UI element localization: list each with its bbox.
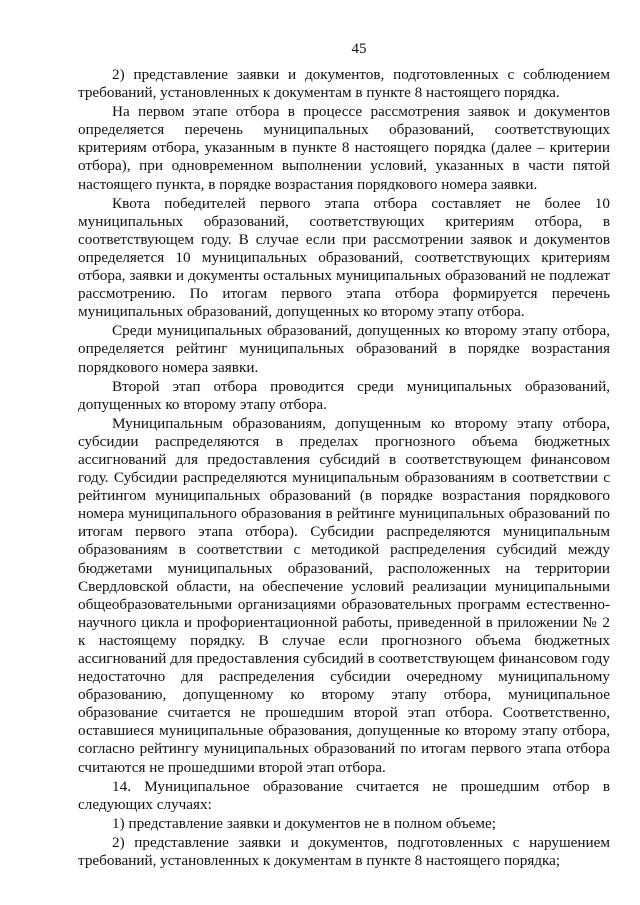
paragraph-first-stage: На первом этапе отбора в процессе рассмотрения заявок и документов определяется перечень муниципальных образований, соответствующих критериям отбора, указанным в пункте 8 настоящего порядка (далее – критерии отбора), при одновременном выполнении условий, указанных в части пятой настоящего пункта, в порядке возрастания порядкового номера заявки.: [78, 103, 610, 193]
paragraph-subsidy-distribution: Муниципальным образованиям, допущенным ко второму этапу отбора, субсидии распределяются в пределах прогнозного объема бюджетных ассигнований для предоставления субсидий в соответствующем финансовом году. Субсидии распределяются муниципальным образованиям в соответствии с рейтингом муниципальных образований (в порядке возрастания порядкового номера муниципального образования в рейтинге муниципальных образований по итогам первого этапа отбора). Субсидии распределяются муниципальным образованиям в соответствии с методикой распределения субсидий между бюджетами муниципальных образований, расположенных на территории Свердловской области, на обеспечение условий реализации муниципальными общеобразовательными организациями образовательных программ естественно-научного цикла и профориентационной работы, приведенной в приложении № 2 к настоящему порядку. В случае если прогнозного объема бюджетных ассигнований для предоставления субсидий в соответствующем финансовом году недостаточно для распределения субсидии очередному муниципальному образованию, допущенному ко второму этапу отбора, муниципальное образование считается не прошедшим второй этап отбора. Соответственно, оставшиеся муниципальные образования, допущенные ко второму этапу отбора, согласно рейтингу муниципальных образований по итогам первого этапа отбора считаются не прошедшими второй этап отбора.: [78, 414, 610, 776]
paragraph-rating: Среди муниципальных образований, допущенных ко второму этапу отбора, определяется рейтинг муниципальных образований в порядке возрастания порядкового номера заявки.: [78, 322, 610, 376]
page-number: 45: [351, 41, 367, 57]
paragraph-winners-quota: Квота победителей первого этапа отбора составляет не более 10 муниципальных образований, соответствующих критериям отбора, в соответствующем году. В случае если при рассмотрении заявок и документов определяется 10 муниципальных образований, соответствующих критериям отбора, заявки и документы остальных муниципальных образований не подлежат рассмотрению. По итогам первого этапа отбора формируется перечень муниципальных образований, допущенных ко второму этапу отбора.: [78, 194, 610, 321]
paragraph-case-1: 1) представление заявки и документов не в полном объеме;: [112, 814, 496, 832]
document-page: [78, 40, 610, 871]
paragraph-case-2: 2) представление заявки и документов, подготовленных с нарушением требований, установленных к документам в пункте 8 настоящего порядка;: [78, 833, 610, 870]
paragraph-second-stage: Второй этап отбора проводится среди муниципальных образований, допущенных ко второму этапу отбора.: [78, 377, 610, 413]
paragraph-requirements-compliance: 2) представление заявки и документов, подготовленных с соблюдением требований, установленных к документам в пункте 8 настоящего порядка.: [78, 66, 610, 102]
paragraph-item-14: 14. Муниципальное образование считается не прошедшим отбор в следующих случаях:: [78, 777, 610, 813]
